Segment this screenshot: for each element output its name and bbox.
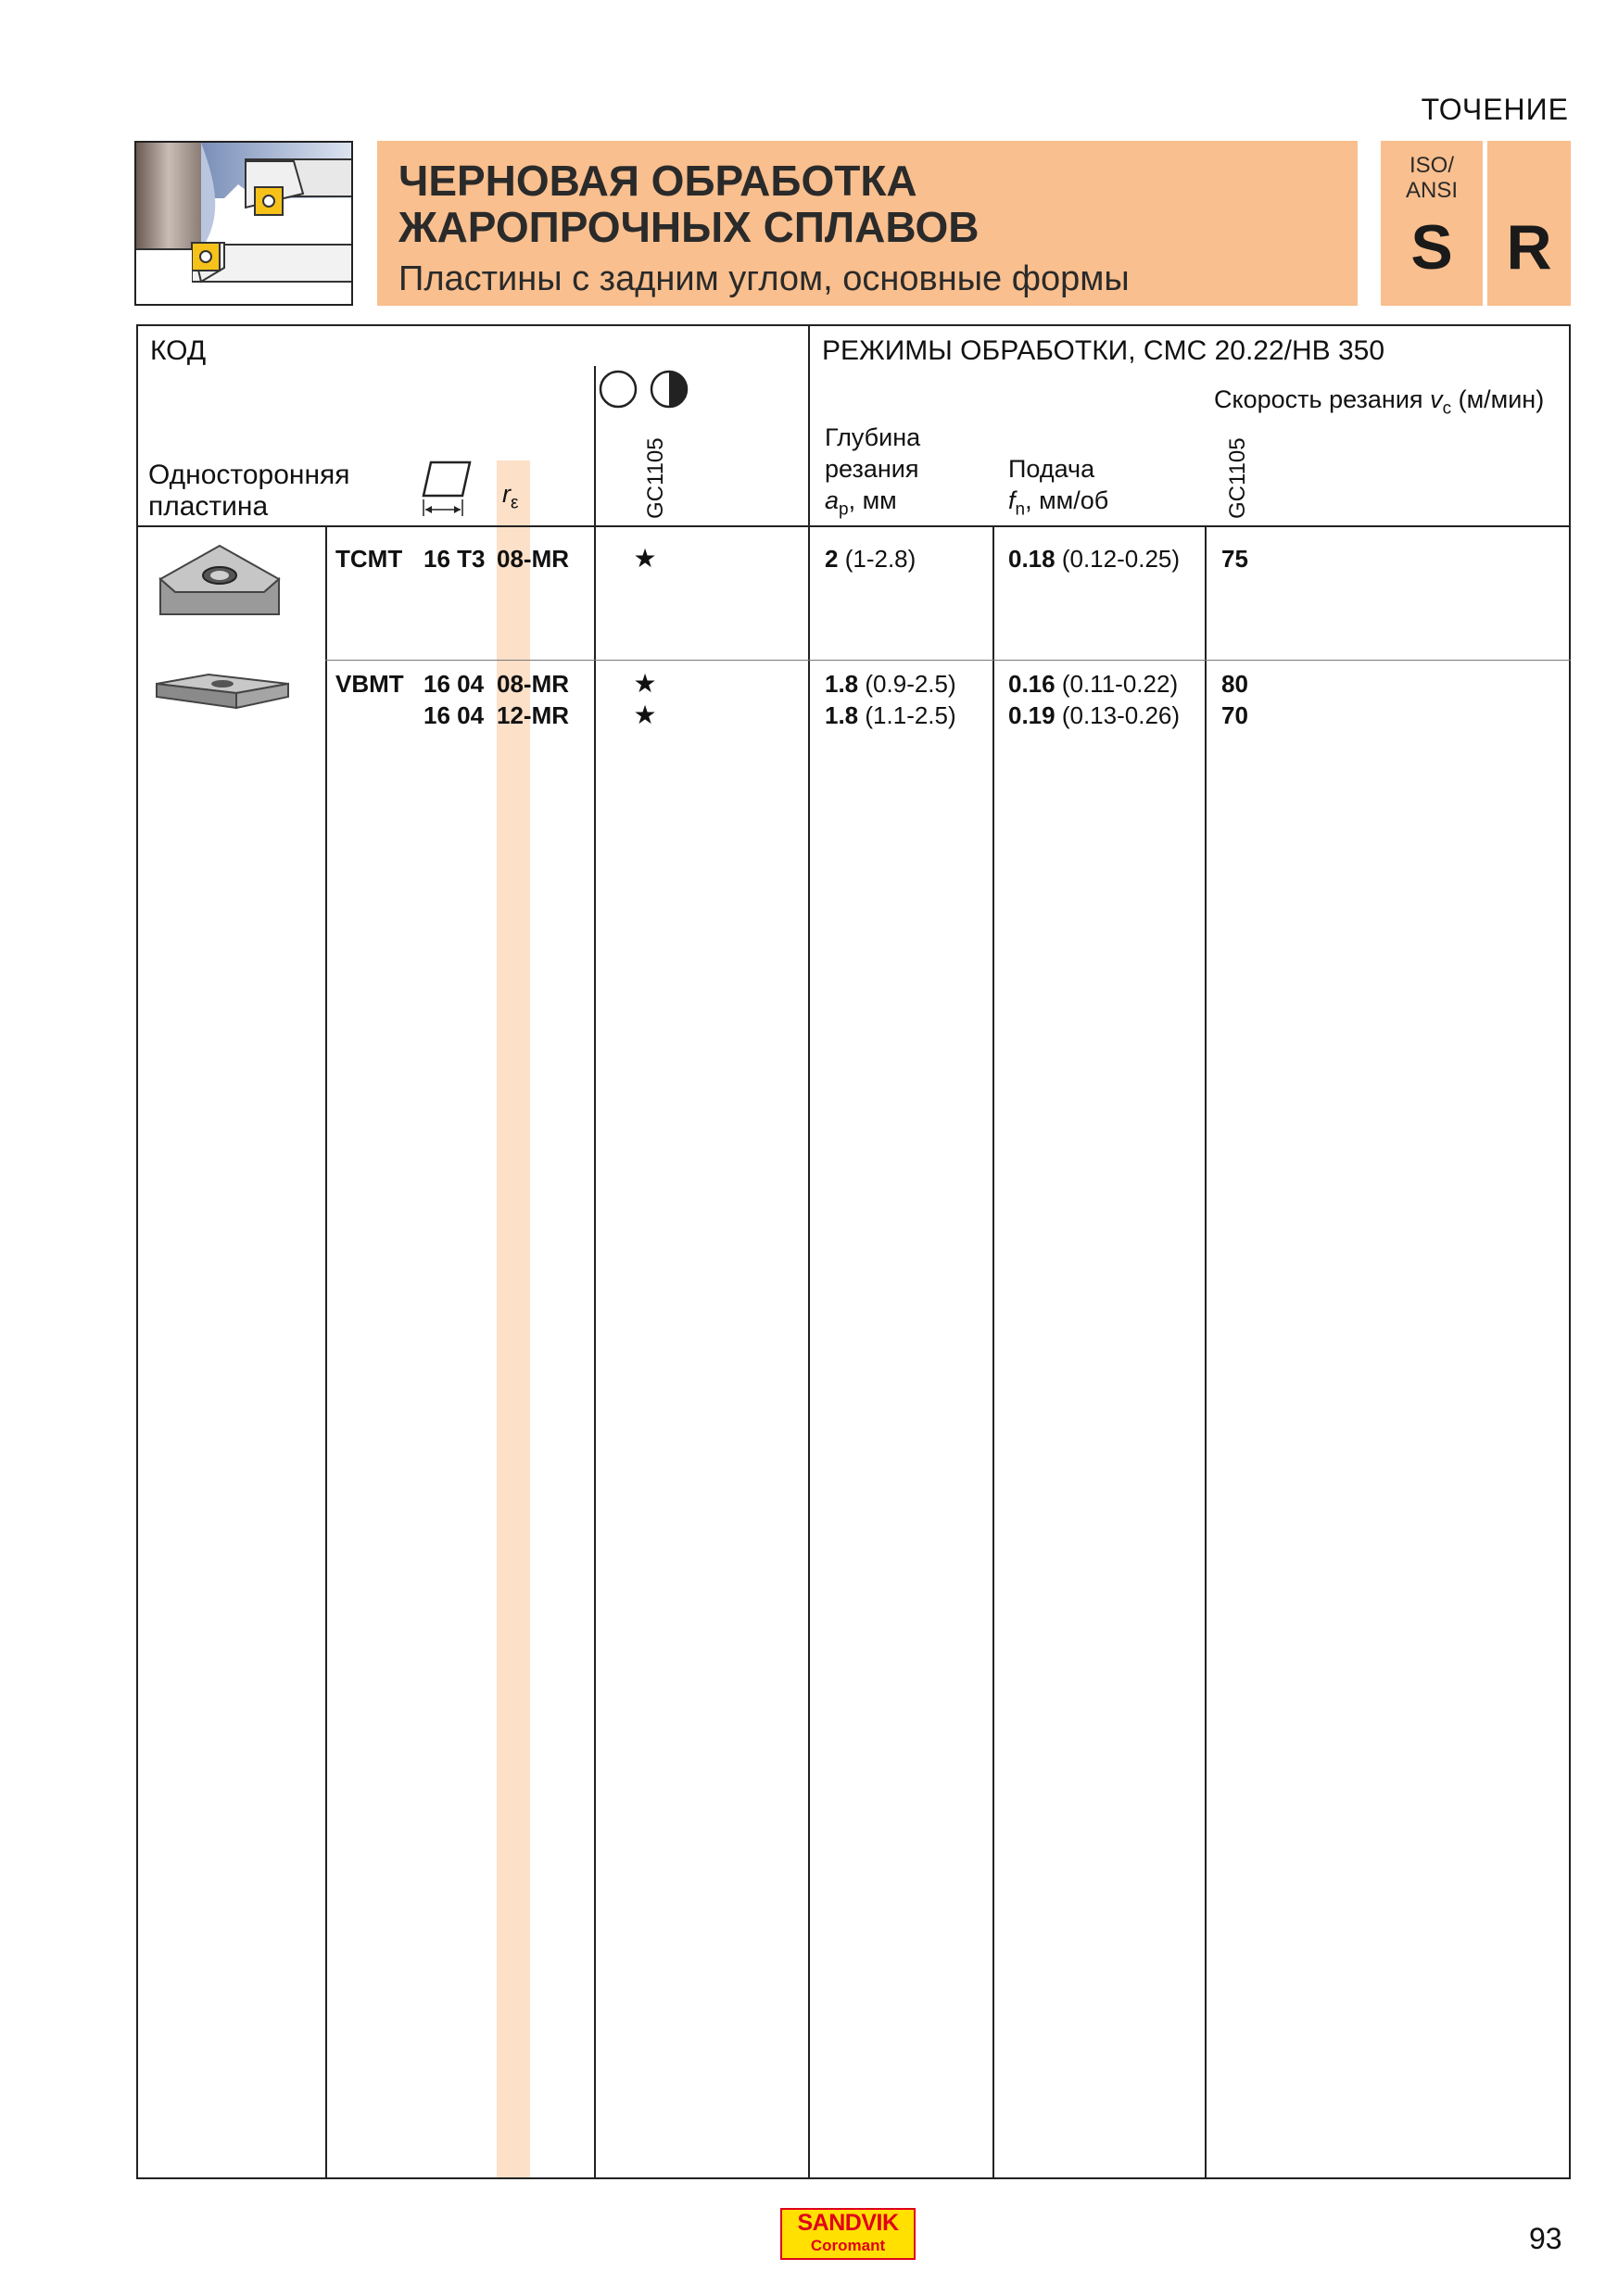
nose-radius-subscript: ε bbox=[511, 493, 519, 513]
application-letter: R bbox=[1506, 212, 1552, 283]
grade-column-label: GC1105 bbox=[643, 437, 668, 519]
speed-unit: (м/мин) bbox=[1458, 385, 1545, 413]
depth-main: 1.8 bbox=[825, 701, 859, 729]
speed-value: 70 bbox=[1221, 701, 1248, 729]
insert-size-icon bbox=[422, 459, 474, 520]
feed-main: 0.19 bbox=[1008, 701, 1055, 729]
code-header: КОД bbox=[150, 335, 207, 366]
feed-main: 0.18 bbox=[1008, 545, 1055, 573]
feed-symbol-line bbox=[1008, 485, 1108, 525]
insert-radius-code: 08-MR bbox=[497, 670, 570, 698]
column-divider-depth bbox=[992, 526, 994, 2179]
depth-value bbox=[825, 670, 956, 699]
insert-type-label bbox=[148, 460, 350, 523]
column-divider-code bbox=[594, 366, 596, 2179]
insert-size: 16 04 bbox=[423, 701, 485, 729]
cutting-data-header: РЕЖИМЫ ОБРАБОТКИ, CMC 20.22/HB 350 bbox=[822, 335, 1385, 366]
column-divider-feed bbox=[1205, 526, 1207, 2179]
speed-grade-column-label: GC1105 bbox=[1225, 437, 1250, 519]
iso-label-line-2: ANSI bbox=[1405, 178, 1458, 203]
depth-value bbox=[825, 701, 956, 730]
feed-range: (0.11-0.22) bbox=[1061, 670, 1179, 698]
finishing-circle-icon bbox=[600, 372, 636, 407]
depth-of-cut-label bbox=[825, 422, 920, 525]
turning-operation-illustration bbox=[134, 141, 353, 306]
recommended-star-icon: ★ bbox=[633, 544, 657, 573]
feed-value bbox=[1008, 701, 1180, 730]
insert-family: VBMT bbox=[335, 670, 404, 698]
tcmt-insert-icon bbox=[153, 540, 287, 633]
column-divider-grade bbox=[808, 324, 810, 2179]
section-label: ТОЧЕНИЕ bbox=[1421, 93, 1569, 126]
insert-family: TCMT bbox=[335, 545, 403, 573]
medium-half-circle-icon bbox=[651, 372, 687, 407]
insert-type-line-1: Односторонняя bbox=[148, 460, 350, 490]
depth-range: (1-2.8) bbox=[844, 545, 916, 573]
row-divider bbox=[325, 660, 1571, 661]
depth-value bbox=[825, 545, 916, 574]
feed-unit: , мм/об bbox=[1025, 486, 1109, 514]
speed-subscript: c bbox=[1442, 398, 1452, 419]
recommended-star-icon: ★ bbox=[633, 700, 657, 729]
depth-unit: , мм bbox=[848, 486, 897, 514]
logo-main-text: SANDVIK bbox=[797, 2210, 899, 2236]
recommended-star-icon: ★ bbox=[633, 669, 657, 698]
operation-symbols bbox=[598, 369, 698, 411]
feed-range: (0.12-0.25) bbox=[1061, 545, 1181, 573]
column-divider-image bbox=[325, 526, 327, 2179]
logo-sub-text: Coromant bbox=[810, 2237, 886, 2254]
nose-radius-label bbox=[502, 480, 518, 513]
depth-subscript: p bbox=[839, 499, 849, 520]
page-subtitle: Пластины с задним углом, основные формы bbox=[398, 259, 1130, 298]
depth-symbol-line bbox=[825, 485, 920, 525]
feed-label-line-1: Подача bbox=[1008, 455, 1095, 483]
iso-ansi-label bbox=[1381, 153, 1483, 203]
depth-range: (1.1-2.5) bbox=[865, 701, 956, 729]
insert-size: 16 04 bbox=[423, 670, 485, 698]
cutting-speed-label bbox=[1214, 385, 1544, 419]
feed-symbol: f bbox=[1008, 486, 1016, 514]
nose-radius-symbol: r bbox=[502, 480, 511, 508]
page-title-line-2: ЖАРОПРОЧНЫХ СПЛАВОВ bbox=[398, 203, 980, 251]
page-number: 93 bbox=[1529, 2222, 1562, 2255]
depth-main: 1.8 bbox=[825, 670, 859, 698]
depth-label-line-2: резания bbox=[825, 455, 919, 483]
depth-range: (0.9-2.5) bbox=[865, 670, 956, 698]
speed-value: 80 bbox=[1221, 670, 1248, 698]
speed-label-text: Скорость резания bbox=[1214, 385, 1423, 413]
insert-type-line-2: пластина bbox=[148, 491, 269, 522]
insert-radius-code: 12-MR bbox=[497, 701, 570, 729]
feed-value bbox=[1008, 545, 1180, 574]
depth-symbol: a bbox=[825, 486, 840, 514]
turning-tool-icon bbox=[136, 143, 353, 306]
feed-label bbox=[1008, 453, 1108, 525]
depth-label-line-1: Глубина bbox=[825, 423, 921, 451]
speed-symbol: v bbox=[1430, 385, 1443, 413]
feed-subscript: n bbox=[1015, 499, 1026, 520]
feed-main: 0.16 bbox=[1008, 670, 1055, 698]
page-title-line-1: ЧЕРНОВАЯ ОБРАБОТКА bbox=[398, 157, 917, 205]
feed-value bbox=[1008, 670, 1178, 699]
speed-value: 75 bbox=[1221, 545, 1248, 573]
iso-label-line-1: ISO/ bbox=[1409, 153, 1454, 178]
depth-main: 2 bbox=[825, 545, 839, 573]
insert-radius-code: 08-MR bbox=[497, 545, 570, 573]
feed-range: (0.13-0.26) bbox=[1061, 701, 1181, 729]
material-group-letter: S bbox=[1410, 212, 1453, 283]
insert-table bbox=[136, 324, 1571, 2179]
vbmt-insert-icon bbox=[153, 669, 292, 720]
insert-size: 16 T3 bbox=[423, 545, 486, 573]
